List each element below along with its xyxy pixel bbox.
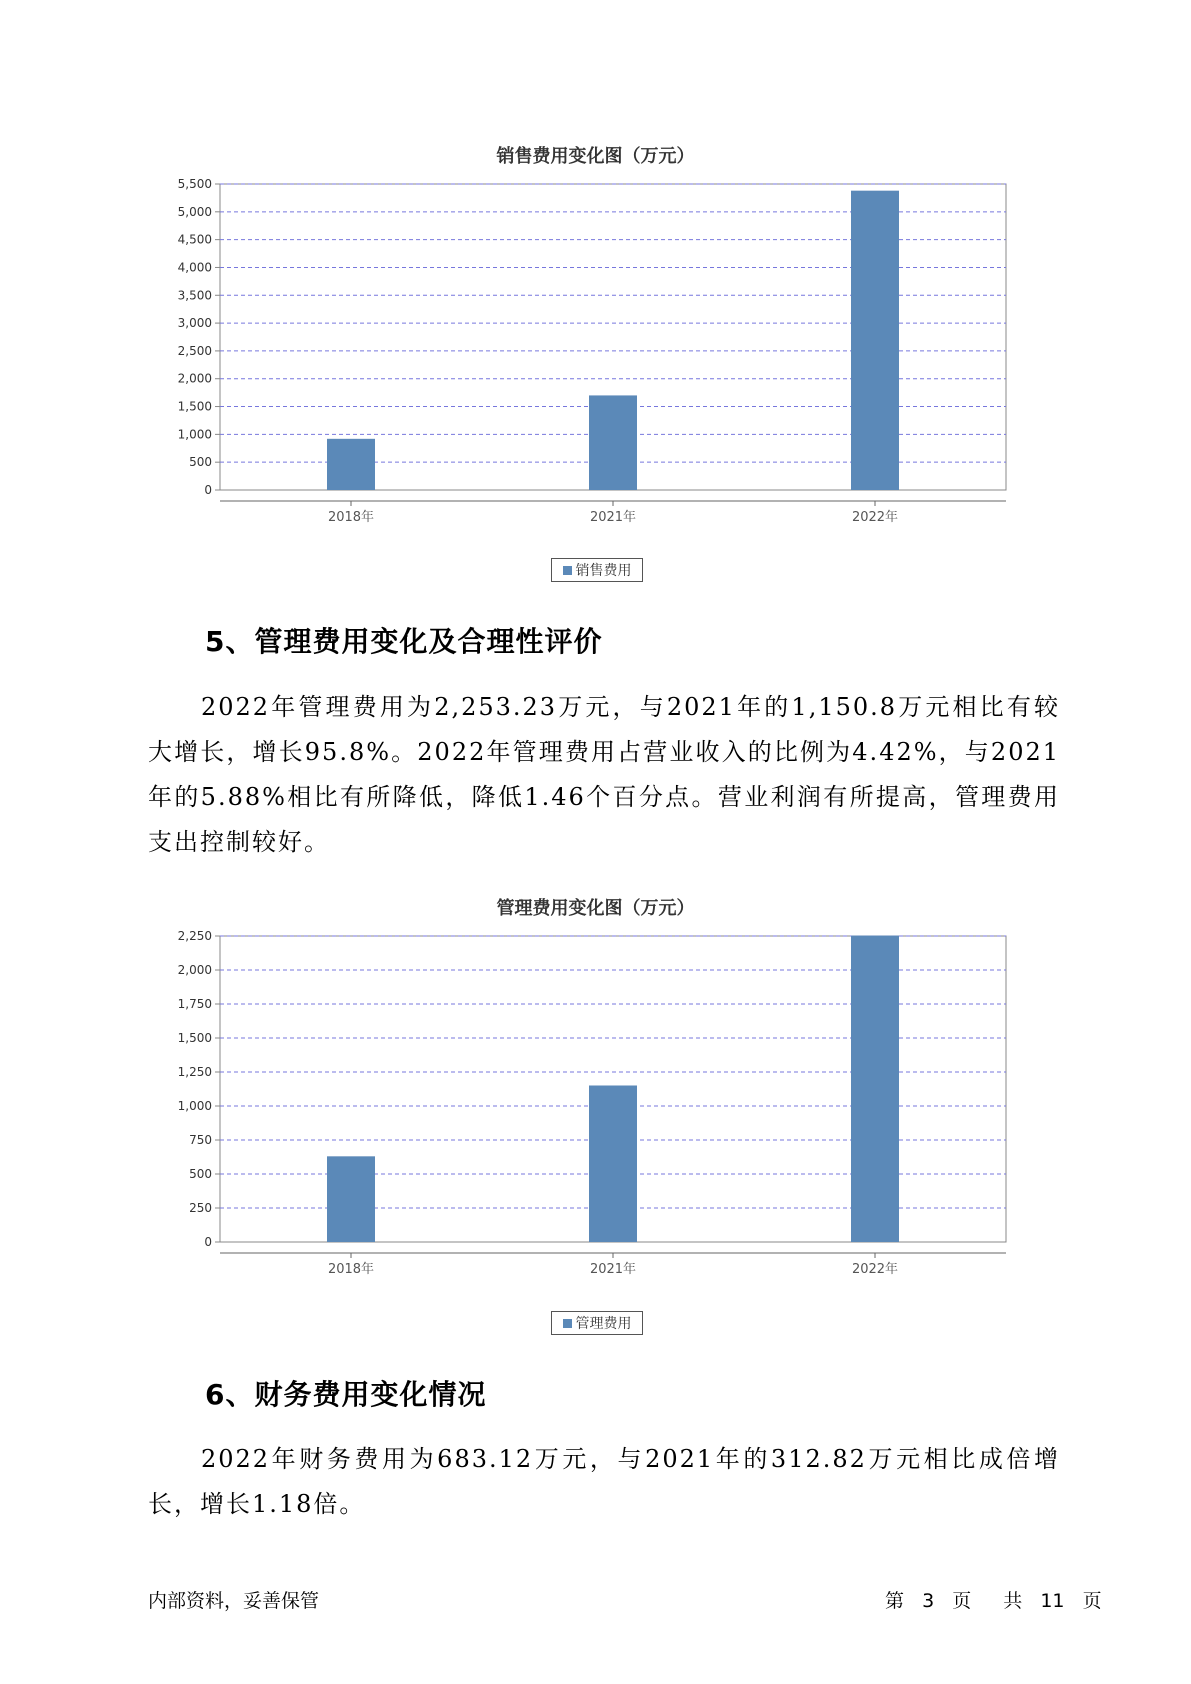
y-tick-label: 0 — [204, 1235, 212, 1249]
footer-confidential-note: 内部资料，妥善保管 — [148, 1590, 320, 1612]
y-tick-label: 500 — [189, 455, 212, 470]
bar-2021年 — [589, 395, 637, 490]
legend-swatch — [563, 566, 572, 575]
footer-page-number — [885, 1586, 1114, 1613]
legend-label: 销售费用 — [575, 563, 632, 579]
section-heading-6: 6、财务费用变化情况 — [205, 1378, 487, 1411]
y-tick-label: 3,500 — [177, 288, 212, 303]
y-tick-label: 1,500 — [177, 399, 212, 414]
sales-expense-chart — [140, 170, 1040, 530]
section-paragraph-6: 2022年财务费用为683.12万元，与2021年的312.82万元相比成倍增长，增长1.18倍。 — [148, 1445, 1060, 1518]
y-tick-label: 2,000 — [177, 963, 212, 977]
total-unit: 页 — [1082, 1590, 1102, 1612]
y-tick-label: 3,000 — [177, 316, 212, 331]
bar-2018年 — [327, 1156, 375, 1242]
y-tick-label: 500 — [189, 1167, 212, 1181]
legend-label: 管理费用 — [575, 1316, 632, 1332]
y-tick-label: 2,500 — [177, 343, 212, 358]
bar-2021年 — [589, 1085, 637, 1242]
x-tick-label: 2018年 — [327, 510, 375, 525]
y-tick-label: 750 — [189, 1133, 212, 1147]
x-tick-label: 2022年 — [851, 1262, 899, 1277]
management-expense-chart — [140, 922, 1040, 1282]
chart-title-sales: 销售费用变化图（万元） — [496, 146, 695, 167]
y-tick-label: 5,500 — [177, 177, 212, 191]
legend-swatch — [563, 1319, 572, 1328]
legend-sales — [551, 558, 643, 582]
y-tick-label: 1,750 — [177, 997, 212, 1011]
bar-2022年 — [851, 191, 899, 490]
y-tick-label: 1,250 — [177, 1065, 212, 1079]
y-tick-label: 250 — [189, 1201, 212, 1215]
section-heading-5: 5、管理费用变化及合理性评价 — [205, 625, 603, 658]
bar-2018年 — [327, 439, 375, 490]
y-tick-label: 2,000 — [177, 371, 212, 386]
y-tick-label: 1,000 — [177, 427, 212, 442]
x-tick-label: 2021年 — [589, 1262, 637, 1277]
y-tick-label: 0 — [204, 483, 212, 497]
y-tick-label: 4,000 — [177, 260, 212, 275]
x-tick-label: 2022年 — [851, 510, 899, 525]
chart-title-management: 管理费用变化图（万元） — [496, 898, 695, 919]
x-tick-label: 2021年 — [589, 510, 637, 525]
y-tick-label: 4,500 — [177, 232, 212, 247]
page-unit: 页 — [952, 1590, 972, 1612]
y-tick-label: 5,000 — [177, 204, 212, 219]
bar-2022年 — [851, 936, 899, 1242]
y-tick-label: 1,500 — [177, 1031, 212, 1045]
legend-management — [551, 1311, 643, 1335]
page-label: 第 — [885, 1590, 905, 1612]
total-label: 共 — [1003, 1590, 1023, 1612]
section-paragraph-5: 2022年管理费用为2,253.23万元，与2021年的1,150.8万元相比有较大增长，增长95.8%。2022年管理费用占营业收入的比例为4.42%，与2021年的5.88%相比有所降低，降低1.46个百分点。营业利润有所提高，管理费用支出控制较好。 — [148, 693, 1060, 856]
x-tick-label: 2018年 — [327, 1262, 375, 1277]
y-tick-label: 2,250 — [177, 929, 212, 943]
page-num: 3 — [922, 1590, 935, 1612]
total-num: 11 — [1040, 1590, 1065, 1612]
y-tick-label: 1,000 — [177, 1099, 212, 1113]
